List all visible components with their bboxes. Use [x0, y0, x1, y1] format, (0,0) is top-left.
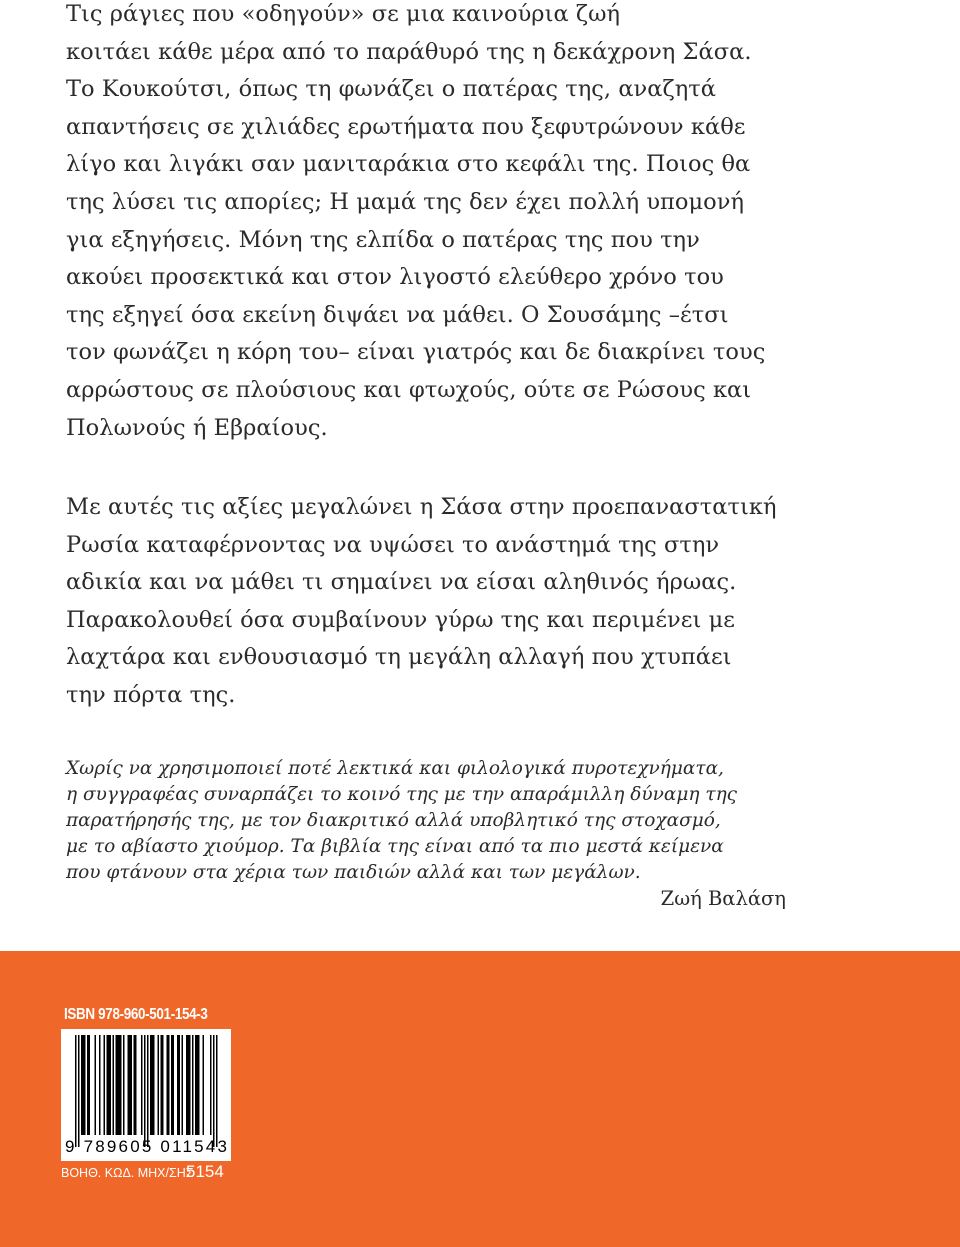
- text-line: Παρακολουθεί όσα συμβαίνουν γύρω της και περιμένει με: [66, 606, 735, 633]
- barcode-bar: [113, 1035, 115, 1135]
- barcode-bar: [123, 1035, 125, 1135]
- barcode-bar: [168, 1035, 170, 1135]
- barcode-bar: [128, 1035, 130, 1135]
- barcode-bar: [189, 1035, 191, 1135]
- barcode-bar: [158, 1035, 160, 1135]
- text-line: αδικία και να μάθει τι σημαίνει να είσαι αληθινός ήρωας.: [66, 569, 737, 596]
- barcode-bar: [198, 1035, 200, 1135]
- text-line: Με αυτές τις αξίες μεγαλώνει η Σάσα στην προεπαναστατική: [66, 494, 777, 520]
- barcode-bar: [150, 1035, 152, 1135]
- barcode-bar: [147, 1035, 149, 1147]
- quote-line: η συγγραφέας συναρπάζει το κοινό της με την απαράμιλλη δύναμη της: [66, 784, 738, 805]
- barcode-bar: [161, 1035, 163, 1135]
- barcode: [61, 1029, 231, 1161]
- barcode-bar: [87, 1035, 89, 1135]
- barcode-bar: [203, 1035, 205, 1135]
- text-line: την πόρτα της.: [66, 681, 236, 708]
- text-line: λαχτάρα και ενθουσιασμό τη μεγάλη αλλαγή που χτυπάει: [66, 644, 732, 671]
- text-line: της λύσει τις απορίες; Η μαμά της δεν έχει πολλή υπομονή: [66, 188, 745, 215]
- text-line: απαντήσεις σε χιλιάδες ερωτήματα που ξεφυτρώνουν κάθε: [66, 113, 746, 140]
- barcode-bar: [210, 1035, 212, 1135]
- barcode-bar: [195, 1035, 197, 1135]
- text-line: λίγο και λιγάκι σαν μανιταράκια στο κεφάλι της. Ποιος θα: [66, 151, 751, 178]
- barcode-digits: 9 789605 011543: [65, 1137, 230, 1156]
- barcode-bar: [116, 1035, 118, 1135]
- barcode-bar: [171, 1035, 173, 1135]
- barcode-bar: [153, 1035, 155, 1135]
- review-quote: [66, 756, 737, 886]
- help-code-number: 5154: [186, 1162, 224, 1181]
- barcode-bar: [135, 1035, 137, 1135]
- barcode-bar: [152, 1035, 154, 1135]
- text-line: ακούει προσεκτικά και στον λιγοστό ελεύθερο χρόνο του: [66, 264, 724, 291]
- barcode-bar: [107, 1035, 109, 1135]
- barcode-bar: [117, 1035, 119, 1135]
- help-code-label: ΒΟΗΘ. ΚΩΔ. ΜΗΧ/ΣΗΣ: [61, 1166, 194, 1180]
- text-line: Ρωσία καταφέρνοντας να υψώσει το ανάστημά της στην: [66, 531, 720, 558]
- quote-line: με το αβίαστο χιούμορ. Τα βιβλία της είναι από τα πιο μεστά κείμενα: [66, 836, 724, 857]
- barcode-bar: [120, 1035, 122, 1135]
- barcode-bar: [192, 1035, 194, 1135]
- barcode-bar: [78, 1035, 80, 1147]
- text-line: της εξηγεί όσα εκείνη διψάει να μάθει. Ο Σουσάμης –έτσι: [66, 301, 729, 328]
- barcode-bar: [108, 1035, 110, 1135]
- barcode-bar: [131, 1035, 133, 1135]
- quote-line: Χωρίς να χρησιμοποιεί ποτέ λεκτικά και φιλολογικά πυροτεχνήματα,: [66, 758, 724, 779]
- text-line: Τις ράγιες που «οδηγούν» σε μια καινούρια ζωή: [66, 1, 621, 27]
- blurb-paragraph-1: [66, 0, 765, 447]
- barcode-bar: [197, 1035, 199, 1135]
- barcode-bar: [129, 1035, 131, 1135]
- barcode-bar: [216, 1035, 218, 1147]
- barcode-bar: [167, 1035, 169, 1135]
- text-line: για εξηγήσεις. Μόνη της ελπίδα ο πατέρας της που την: [66, 226, 700, 253]
- quote-line: που φτάνουν στα χέρια των παιδιών αλλά και των μεγάλων.: [66, 862, 641, 883]
- barcode-bar: [81, 1035, 83, 1135]
- text-line: Πολωνούς ή Εβραίους.: [66, 414, 328, 441]
- text-line: Το Κουκούτσι, όπως τη φωνάζει ο πατέρας της, αναζητά: [66, 76, 717, 103]
- barcode-bar: [179, 1035, 181, 1135]
- barcode-bar: [95, 1035, 97, 1135]
- quote-line: παρατήρησής της, με τον διακριτικό αλλά υποβλητικό της στοχασμό,: [66, 810, 721, 831]
- barcode-bar: [83, 1035, 85, 1135]
- text-line: τον φωνάζει η κόρη του– είναι γιατρός και δε διακρίνει τους: [66, 339, 766, 366]
- barcode-bar: [134, 1035, 136, 1135]
- barcode-bar: [141, 1035, 143, 1135]
- barcode-bar: [99, 1035, 101, 1135]
- barcode-bar: [213, 1035, 215, 1147]
- barcode-bar: [188, 1035, 190, 1135]
- barcode-bar: [104, 1035, 106, 1135]
- barcode-bar: [162, 1035, 164, 1135]
- text-line: αρρώστους σε πλούσιους και φτωχούς, ούτε σε Ρώσους και: [66, 376, 752, 403]
- barcode-bar: [144, 1035, 146, 1147]
- barcode-bar: [75, 1035, 77, 1147]
- barcode-bar: [119, 1035, 121, 1135]
- barcode-bar: [177, 1035, 179, 1135]
- barcode-bar: [89, 1035, 91, 1135]
- quote-author: Ζωή Βαλάση: [660, 887, 786, 910]
- blurb-paragraph-2: [66, 489, 777, 715]
- barcode-bar: [182, 1035, 184, 1135]
- barcode-bar: [110, 1035, 112, 1135]
- isbn-label: ISBN 978-960-501-154-3: [64, 1006, 208, 1023]
- barcode-bar: [186, 1035, 188, 1135]
- barcode-bar: [84, 1035, 86, 1135]
- barcode-bar: [173, 1035, 175, 1135]
- text-line: κοιτάει κάθε μέρα από το παράθυρό της η δεκάχρονη Σάσα.: [66, 38, 752, 65]
